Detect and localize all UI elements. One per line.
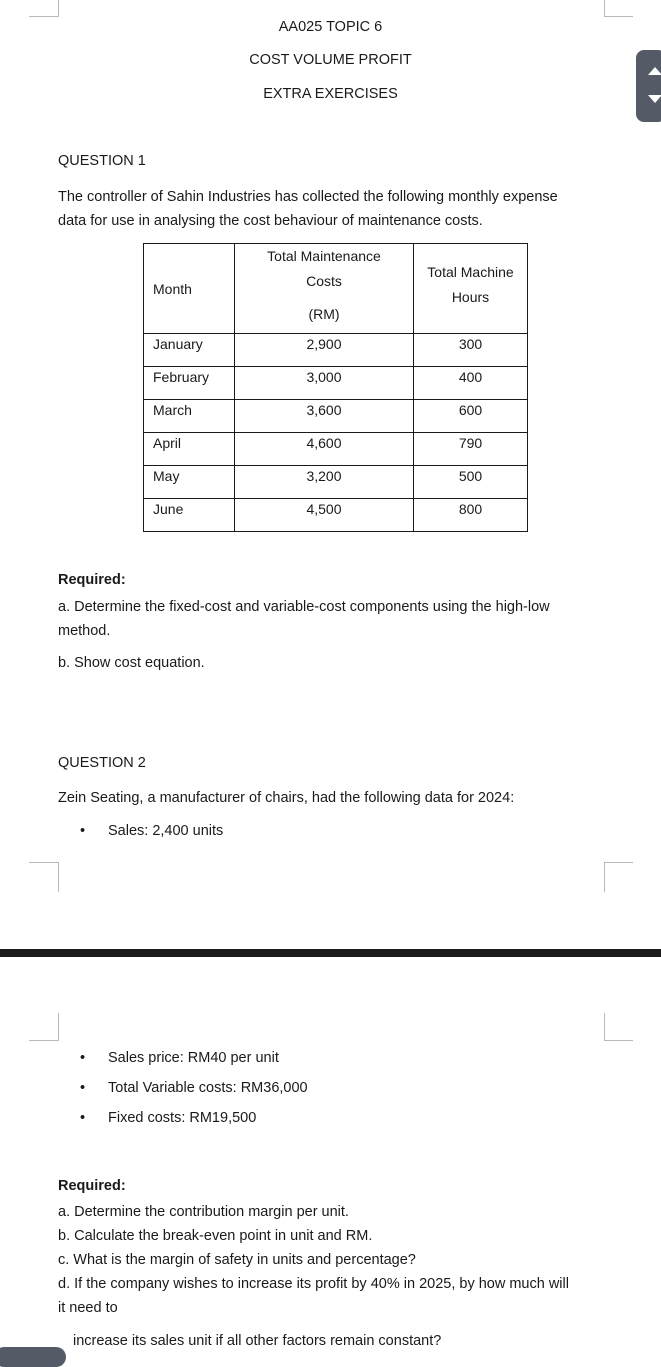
header-total-maintenance-costs xyxy=(235,244,414,334)
maintenance-cost-table xyxy=(143,243,528,532)
cell-cost xyxy=(235,334,414,367)
requirement-a: a. Determine the contribution margin per unit. xyxy=(58,1204,349,1220)
question-1-intro-line-2: data for use in analysing the cost behaviour of maintenance costs. xyxy=(58,213,483,229)
table-row xyxy=(144,334,528,367)
requirement-d-line-2: it need to xyxy=(58,1300,118,1316)
list-item-text: Sales: 2,400 units xyxy=(108,823,224,839)
header-hours-line-1: Total Machine xyxy=(427,264,514,280)
cell-hours xyxy=(414,433,528,466)
list-item xyxy=(80,823,223,839)
page-break-divider xyxy=(0,949,661,957)
question-2-required-label: Required: xyxy=(58,1178,126,1194)
triangle-up-icon[interactable] xyxy=(648,67,661,75)
cell-cost xyxy=(235,433,414,466)
crop-mark-top-right-v xyxy=(604,1013,605,1041)
bullet-icon: • xyxy=(80,1050,86,1066)
doc-topic-title: COST VOLUME PROFIT xyxy=(249,52,412,68)
cell-hours-text: 500 xyxy=(458,468,483,484)
header-month: Month xyxy=(144,244,235,334)
cell-hours-text: 300 xyxy=(458,336,483,352)
cell-month-text: February xyxy=(153,369,210,385)
question-2-title: QUESTION 2 xyxy=(58,755,146,771)
question-1-requirement-b: b. Show cost equation. xyxy=(58,655,205,671)
table-row xyxy=(144,433,528,466)
bullet-icon: • xyxy=(80,1080,86,1096)
crop-mark-top-left-h xyxy=(29,16,58,17)
requirement-d-line-1: d. If the company wishes to increase its profit by 40% in 2025, by how much will xyxy=(58,1276,569,1292)
list-item xyxy=(80,1080,308,1096)
question-1-requirement-a xyxy=(58,595,608,643)
crop-mark-top-right-h xyxy=(604,1040,633,1041)
question-1-intro xyxy=(58,185,608,233)
cell-cost-text: 3,000 xyxy=(306,369,342,385)
cell-month-text: June xyxy=(153,501,184,517)
cell-hours-text: 400 xyxy=(458,369,483,385)
question-2-intro: Zein Seating, a manufacturer of chairs, had the following data for 2024: xyxy=(58,790,515,806)
crop-mark-top-left-h xyxy=(29,1040,58,1041)
list-item xyxy=(80,1110,256,1126)
cell-month xyxy=(144,367,235,400)
cell-cost-text: 4,500 xyxy=(306,501,342,517)
cell-cost xyxy=(235,367,414,400)
cell-hours-text: 600 xyxy=(458,402,483,418)
cell-cost-text: 4,600 xyxy=(306,435,342,451)
crop-mark-bottom-right-v xyxy=(604,862,605,892)
page-scroll-control[interactable] xyxy=(636,50,661,122)
crop-mark-bottom-right-h xyxy=(604,862,633,863)
crop-mark-top-left-v xyxy=(58,0,59,17)
cell-hours xyxy=(414,334,528,367)
triangle-down-icon[interactable] xyxy=(648,95,661,103)
crop-mark-top-right-v xyxy=(604,0,605,17)
requirement-a-line-1: a. Determine the fixed-cost and variable-cost components using the high-low xyxy=(58,599,550,615)
cell-cost xyxy=(235,466,414,499)
cell-month xyxy=(144,334,235,367)
cell-hours xyxy=(414,499,528,532)
crop-mark-top-left-v xyxy=(58,1013,59,1041)
requirement-d-line-3: increase its sales unit if all other factors remain constant? xyxy=(73,1333,442,1349)
requirement-c: c. What is the margin of safety in units and percentage? xyxy=(58,1252,416,1268)
bullet-icon: • xyxy=(80,1110,86,1126)
crop-mark-top-right-h xyxy=(604,16,633,17)
crop-mark-bottom-left-v xyxy=(58,862,59,892)
cell-month-text: January xyxy=(153,336,203,352)
header-cost-line-2: Costs xyxy=(306,273,342,289)
cell-month xyxy=(144,433,235,466)
question-2-requirements xyxy=(58,1200,608,1320)
table-row xyxy=(144,499,528,532)
cell-cost-text: 3,600 xyxy=(306,402,342,418)
table-header-row xyxy=(144,244,528,334)
cell-cost-text: 3,200 xyxy=(306,468,342,484)
bottom-toolbar-handle[interactable] xyxy=(0,1347,66,1367)
list-item-text: Fixed costs: RM19,500 xyxy=(108,1110,257,1126)
list-item-text: Total Variable costs: RM36,000 xyxy=(108,1080,308,1096)
bullet-icon: • xyxy=(80,823,86,839)
cell-cost-text: 2,900 xyxy=(306,336,342,352)
cell-hours xyxy=(414,367,528,400)
table-row xyxy=(144,466,528,499)
list-item-text: Sales price: RM40 per unit xyxy=(108,1050,279,1066)
cell-month xyxy=(144,400,235,433)
question-1-title: QUESTION 1 xyxy=(58,153,146,169)
cell-cost xyxy=(235,400,414,433)
cell-month-text: March xyxy=(153,402,192,418)
list-item xyxy=(80,1050,279,1066)
cell-hours-text: 800 xyxy=(458,501,483,517)
question-1-required-label: Required: xyxy=(58,572,126,588)
cell-month-text: April xyxy=(153,435,182,451)
cell-month-text: May xyxy=(153,468,180,484)
header-cost-line-3: (RM) xyxy=(308,306,340,322)
question-1-intro-line-1: The controller of Sahin Industries has collected the following monthly expense xyxy=(58,189,558,205)
header-hours-line-2: Hours xyxy=(451,289,490,305)
header-cost-line-1: Total Maintenance xyxy=(267,248,381,264)
cell-hours xyxy=(414,466,528,499)
header-total-machine-hours xyxy=(414,244,528,334)
requirement-a-line-2: method. xyxy=(58,623,111,639)
cell-hours-text: 790 xyxy=(458,435,483,451)
doc-subtitle: EXTRA EXERCISES xyxy=(263,86,398,102)
cell-month xyxy=(144,466,235,499)
cell-cost xyxy=(235,499,414,532)
table-row xyxy=(144,400,528,433)
doc-course-code: AA025 TOPIC 6 xyxy=(278,19,383,35)
cell-hours xyxy=(414,400,528,433)
table-row xyxy=(144,367,528,400)
crop-mark-bottom-left-h xyxy=(29,862,58,863)
requirement-b: b. Calculate the break-even point in unit and RM. xyxy=(58,1228,373,1244)
cell-month xyxy=(144,499,235,532)
